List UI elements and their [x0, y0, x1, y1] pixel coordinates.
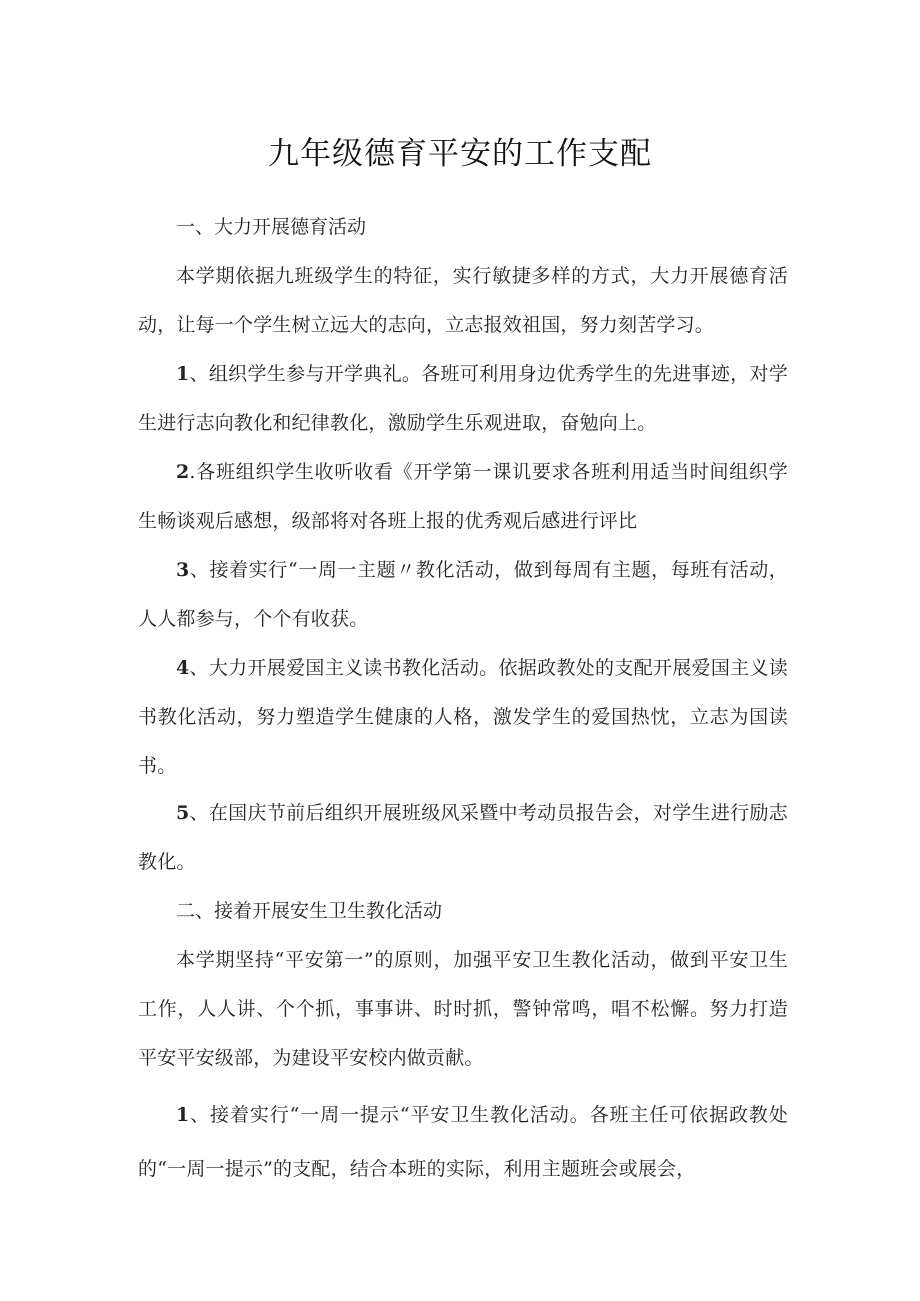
- item-separator: 、: [189, 559, 210, 581]
- section1-item-5: [138, 789, 788, 887]
- section1-item-1: [138, 350, 788, 448]
- item-text: 组织学生参与开学典礼。各班可利用身边优秀学生的先进事迹，对学生进行志向教化和纪律教化，激励学生乐观进取，奋勉向上。: [138, 363, 788, 434]
- item-number: 4: [176, 657, 190, 679]
- item-text: 各班组织学生收听收看《开学第一课讥要求各班利用适当时间组织学生畅谈观后感想，级部将对各班上报的优秀观后感进行评比: [138, 461, 788, 532]
- item-separator: 、: [189, 363, 209, 385]
- document-title: 九年级德育平安的工作支配: [268, 136, 652, 172]
- item-number: 3: [176, 559, 190, 581]
- item-number: 5: [176, 802, 190, 824]
- item-separator: 、: [189, 802, 209, 824]
- section1-item-3: [138, 546, 788, 644]
- section1-item-4: [138, 644, 788, 791]
- item-separator: .: [189, 461, 196, 483]
- item-separator: 、: [189, 1104, 211, 1126]
- section-heading-1: 一、大力开展德育活动: [176, 216, 367, 238]
- item-separator: 、: [189, 657, 209, 679]
- section2-item-1: [138, 1088, 788, 1196]
- section2-intro: 本学期坚持“平安第一”的原则，加强平安卫生教化活动，做到平安卫生工作，人人讲、个个抓，事事讲、时时抓，警钟常鸣，唱不松懈。努力打造平安平安级部，为建设平安校内做贡献。: [138, 949, 788, 1069]
- item-number: 1: [176, 1104, 190, 1126]
- section-heading-2: 二、接着开展安生卫生教化活动: [176, 900, 443, 922]
- item-number: 1: [176, 363, 190, 385]
- section1-item-2: [138, 448, 788, 546]
- item-text: 在国庆节前后组织开展班级风采暨中考动员报告会，对学生进行励志教化。: [138, 802, 788, 873]
- item-text: 接着实行“一周一主题〃教化活动，做到每周有主题，每班有活动，人人都参与，个个有收获。: [138, 559, 789, 630]
- item-number: 2: [176, 461, 190, 483]
- item-text: 大力开展爱国主义读书教化活动。依据政教处的支配开展爱国主义读书教化活动，努力塑造学生健康的人格，激发学生的爱国热忱，立志为国读书。: [138, 657, 788, 777]
- item-text: 接着实行“一周一提示“平安卫生教化活动。各班主任可依据政教处的“一周一提示”的支配，结合本班的实际，利用主题班会或展会，: [138, 1104, 788, 1180]
- section1-intro: 本学期依据九班级学生的特征，实行敏捷多样的方式，大力开展德育活动，让每一个学生树立远大的志向，立志报效祖国，努力刻苦学习。: [138, 265, 788, 336]
